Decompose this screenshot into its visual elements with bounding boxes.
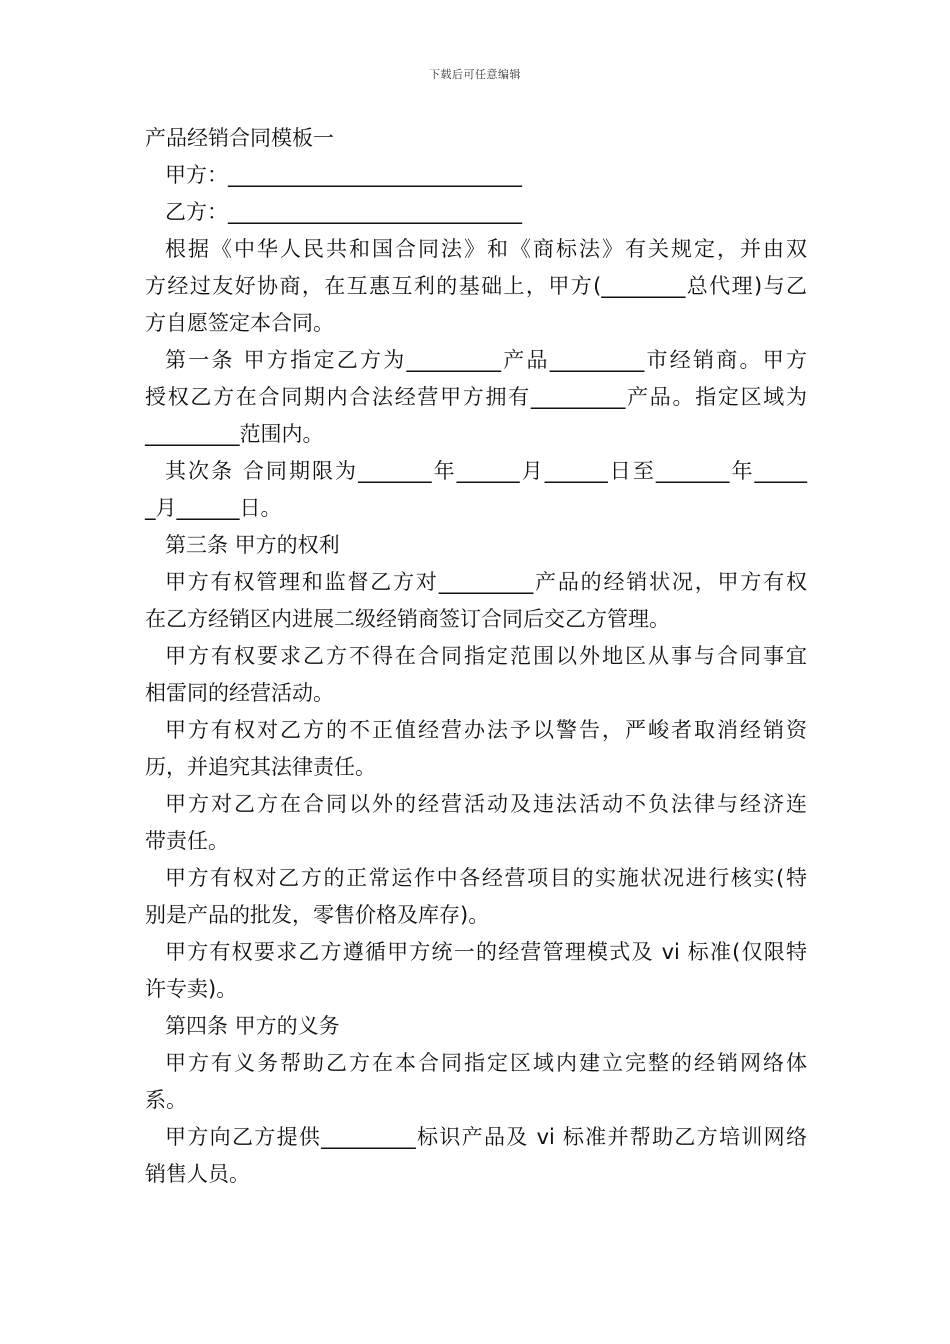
paragraph-line: 带责任。 bbox=[145, 829, 229, 853]
article-2-line: 其次条 合同期限为_______年______月______日至_______年_____ bbox=[165, 459, 807, 483]
paragraph-line: 甲方有权对乙方的不正值经营办法予以警告，严峻者取消经销资 bbox=[165, 718, 807, 742]
article-1-line: _________范围内。 bbox=[145, 422, 324, 446]
paragraph-line: 相雷同的经营活动。 bbox=[145, 681, 334, 705]
paragraph-line: 甲方有权要求乙方遵循甲方统一的经营管理模式及 vi 标准(仅限特 bbox=[165, 940, 807, 964]
paragraph-line: 许专卖)。 bbox=[145, 977, 238, 1001]
paragraph-line: 甲方向乙方提供_________标识产品及 vi 标准并帮助乙方培训网络 bbox=[165, 1125, 807, 1149]
paragraph-line: 方自愿签定本合同。 bbox=[145, 311, 334, 335]
paragraph-line: 甲方有权管理和监督乙方对_________产品的经销状况，甲方有权 bbox=[165, 570, 807, 594]
article-3-heading: 第三条 甲方的权利 bbox=[165, 533, 340, 557]
paragraph-line: 在乙方经销区内进展二级经销商签订合同后交乙方管理。 bbox=[145, 607, 670, 631]
party-b-line: 乙方：____________________________ bbox=[165, 200, 522, 224]
paragraph-line: 甲方有义务帮助乙方在本合同指定区域内建立完整的经销网络体 bbox=[165, 1051, 807, 1075]
party-a-line: 甲方：____________________________ bbox=[165, 163, 522, 187]
paragraph-line: 历，并追究其法律责任。 bbox=[145, 755, 376, 779]
contract-body bbox=[145, 120, 807, 1193]
paragraph-line: 别是产品的批发，零售价格及库存)。 bbox=[145, 903, 490, 927]
article-4-heading: 第四条 甲方的义务 bbox=[165, 1014, 340, 1038]
article-1-line: 授权乙方在合同期内合法经营甲方拥有_________产品。指定区域为 bbox=[145, 385, 807, 409]
paragraph-line: 方经过友好协商，在互惠互利的基础上，甲方(________总代理)与乙 bbox=[145, 274, 807, 298]
article-2-line: _月______日。 bbox=[145, 496, 282, 520]
document-title: 产品经销合同模板一 bbox=[145, 126, 334, 150]
paragraph-line: 系。 bbox=[145, 1088, 187, 1112]
page-header-note: 下载后可任意编辑 bbox=[429, 68, 521, 81]
paragraph-line: 根据《中华人民共和国合同法》和《商标法》有关规定，并由双 bbox=[165, 237, 807, 261]
article-1-line: 第一条 甲方指定乙方为_________产品_________市经销商。甲方 bbox=[165, 348, 807, 372]
paragraph-line: 甲方有权对乙方的正常运作中各经营项目的实施状况进行核实(特 bbox=[165, 866, 807, 890]
paragraph-line: 销售人员。 bbox=[145, 1162, 250, 1186]
paragraph-line: 甲方对乙方在合同以外的经营活动及违法活动不负法律与经济连 bbox=[165, 792, 807, 816]
paragraph-line: 甲方有权要求乙方不得在合同指定范围以外地区从事与合同事宜 bbox=[165, 644, 807, 668]
